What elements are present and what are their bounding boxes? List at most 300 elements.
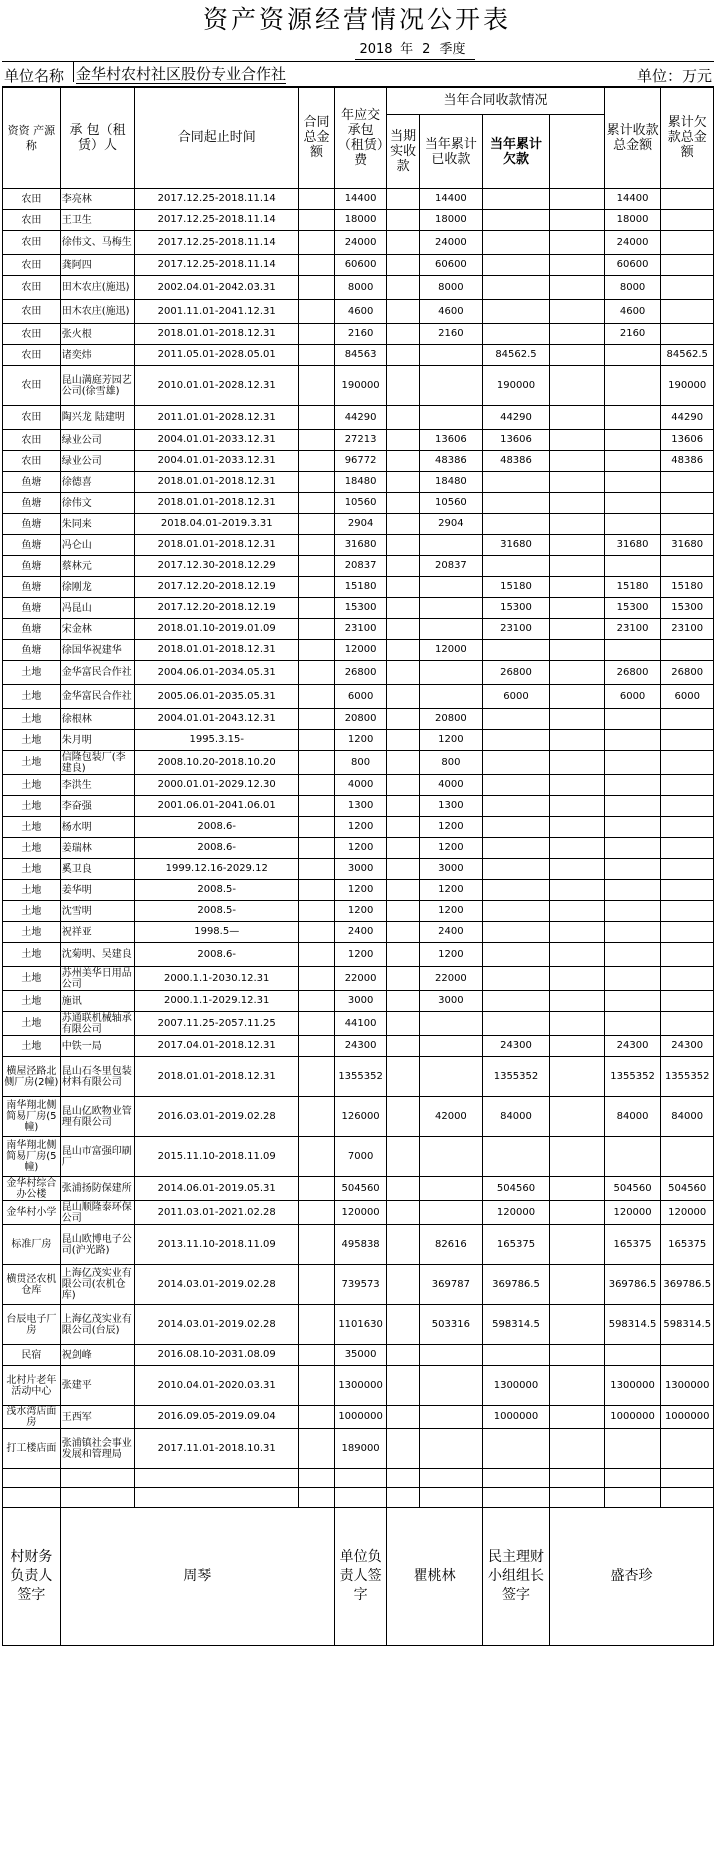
- header-asset-name: 资资 产源 称: [3, 87, 61, 189]
- cell-year-owed: 504560: [482, 1177, 549, 1201]
- cell-year-received: 60600: [419, 255, 482, 276]
- empty-cell: [550, 685, 605, 709]
- cell-asset-type: 土地: [3, 859, 61, 880]
- cell-year-owed: [482, 514, 549, 535]
- cell-contract-period: 2018.01.01-2018.12.31: [135, 1057, 299, 1097]
- cell-asset-type: 土地: [3, 838, 61, 859]
- unit-row: [2, 61, 714, 88]
- cell-cumulative-received: 15180: [604, 577, 661, 598]
- cell-lessee: 苏州美华日用品公司: [60, 967, 135, 991]
- empty-cell: [550, 901, 605, 922]
- cell-annual-fee: 6000: [334, 685, 387, 709]
- cell-cumulative-received: [604, 838, 661, 859]
- cell-cumulative-owed: [661, 751, 714, 775]
- cell-annual-fee: 1200: [334, 943, 387, 967]
- cell-contract-total: [299, 775, 335, 796]
- cell-contract-period: 2004.01.01-2033.12.31: [135, 430, 299, 451]
- cell-year-owed: 1000000: [482, 1406, 549, 1429]
- cell-contract-total: [299, 922, 335, 943]
- cell-contract-period: 2001.06.01-2041.06.01: [135, 796, 299, 817]
- cell-lessee: 田木农庄(施迅): [60, 300, 135, 324]
- cell-lessee: 上海亿茂实业有限公司(农机仓库): [60, 1265, 135, 1305]
- cell-cumulative-received: [604, 730, 661, 751]
- empty-cell: [334, 1488, 387, 1508]
- empty-cell: [550, 1305, 605, 1345]
- table-row: [3, 300, 714, 324]
- cell-annual-fee: 4000: [334, 775, 387, 796]
- table-row: [3, 276, 714, 300]
- table-row: [3, 255, 714, 276]
- empty-cell: [550, 991, 605, 1012]
- cell-contract-period: 2004.01.01-2033.12.31: [135, 451, 299, 472]
- cell-period-received: [387, 838, 420, 859]
- cell-cumulative-received: [604, 472, 661, 493]
- cell-annual-fee: 2904: [334, 514, 387, 535]
- cell-asset-type: 鱼塘: [3, 619, 61, 640]
- cell-lessee: 姜华明: [60, 880, 135, 901]
- cell-contract-period: 2011.01.01-2028.12.31: [135, 406, 299, 430]
- cell-period-received: [387, 556, 420, 577]
- empty-cell: [550, 472, 605, 493]
- cell-annual-fee: 3000: [334, 859, 387, 880]
- cell-cumulative-received: 23100: [604, 619, 661, 640]
- cell-contract-period: 2017.11.01-2018.10.31: [135, 1429, 299, 1469]
- header-annual-fee: 年应交承包（租赁）费: [334, 87, 387, 189]
- organization-name-text: 金华村农村社区股份专业合作社: [76, 65, 287, 83]
- cell-year-owed: 1300000: [482, 1366, 549, 1406]
- cell-year-owed: [482, 556, 549, 577]
- cell-year-received: [419, 661, 482, 685]
- cell-contract-total: [299, 709, 335, 730]
- cell-year-received: 503316: [419, 1305, 482, 1345]
- cell-annual-fee: 2160: [334, 324, 387, 345]
- header-year-owed: 当年累计欠款: [482, 115, 549, 189]
- cell-year-owed: 15300: [482, 598, 549, 619]
- cell-cumulative-received: [604, 880, 661, 901]
- cell-year-owed: 84562.5: [482, 345, 549, 366]
- cell-asset-type: 土地: [3, 1036, 61, 1057]
- cell-annual-fee: 120000: [334, 1201, 387, 1225]
- table-row: [3, 1097, 714, 1137]
- cell-contract-period: 2016.09.05-2019.09.04: [135, 1406, 299, 1429]
- cell-annual-fee: 1200: [334, 730, 387, 751]
- cell-annual-fee: 26800: [334, 661, 387, 685]
- cell-cumulative-received: 598314.5: [604, 1305, 661, 1345]
- cell-contract-total: [299, 1097, 335, 1137]
- empty-cell: [387, 1469, 420, 1488]
- empty-cell: [299, 1469, 335, 1488]
- cell-period-received: [387, 1366, 420, 1406]
- cell-cumulative-received: 120000: [604, 1201, 661, 1225]
- cell-year-owed: [482, 943, 549, 967]
- organization-name: [73, 62, 292, 82]
- cell-contract-period: 2014.06.01-2019.05.31: [135, 1177, 299, 1201]
- empty-cell: [604, 1488, 661, 1508]
- cell-annual-fee: 8000: [334, 276, 387, 300]
- cell-contract-period: 2017.12.20-2018.12.19: [135, 598, 299, 619]
- cell-asset-type: 土地: [3, 991, 61, 1012]
- empty-cell: [550, 598, 605, 619]
- cell-lessee: 昆山石冬里包装材料有限公司: [60, 1057, 135, 1097]
- cell-contract-total: [299, 1057, 335, 1097]
- cell-cumulative-owed: [661, 775, 714, 796]
- cell-lessee: 徐德喜: [60, 472, 135, 493]
- cell-lessee: 蔡林元: [60, 556, 135, 577]
- header-current-year-group: 当年合同收款情况: [387, 87, 604, 115]
- table-row: [3, 1429, 714, 1469]
- empty-cell: [550, 1469, 605, 1488]
- cell-contract-total: [299, 514, 335, 535]
- cell-cumulative-owed: [661, 514, 714, 535]
- cell-period-received: [387, 1265, 420, 1305]
- cell-period-received: [387, 598, 420, 619]
- cell-period-received: [387, 1406, 420, 1429]
- cell-year-owed: 84000: [482, 1097, 549, 1137]
- cell-cumulative-owed: [661, 730, 714, 751]
- cell-annual-fee: 12000: [334, 640, 387, 661]
- empty-cell: [60, 1469, 135, 1488]
- cell-contract-total: [299, 901, 335, 922]
- cell-cumulative-received: [604, 451, 661, 472]
- cell-annual-fee: 3000: [334, 991, 387, 1012]
- cell-annual-fee: 60600: [334, 255, 387, 276]
- table-row: [3, 1265, 714, 1305]
- cell-year-owed: [482, 751, 549, 775]
- cell-contract-total: [299, 189, 335, 210]
- cell-period-received: [387, 1345, 420, 1366]
- cell-year-owed: [482, 817, 549, 838]
- table-row: [3, 859, 714, 880]
- cell-annual-fee: 1200: [334, 880, 387, 901]
- cell-year-received: 800: [419, 751, 482, 775]
- cell-cumulative-received: [604, 1137, 661, 1177]
- cell-year-received: [419, 345, 482, 366]
- quarter-number: 2: [422, 42, 431, 57]
- cell-contract-period: 2018.01.10-2019.01.09: [135, 619, 299, 640]
- cell-cumulative-owed: 13606: [661, 430, 714, 451]
- cell-contract-period: 2011.03.01-2021.02.28: [135, 1201, 299, 1225]
- cell-cumulative-owed: [661, 796, 714, 817]
- cell-year-owed: [482, 493, 549, 514]
- cell-cumulative-owed: 15300: [661, 598, 714, 619]
- cell-asset-type: 土地: [3, 796, 61, 817]
- empty-cell: [550, 189, 605, 210]
- cell-period-received: [387, 189, 420, 210]
- empty-cell: [550, 535, 605, 556]
- cell-year-owed: 26800: [482, 661, 549, 685]
- cell-year-received: [419, 1137, 482, 1177]
- table-row: [3, 231, 714, 255]
- cell-cumulative-owed: [661, 901, 714, 922]
- unit-name-label: 单位名称: [4, 67, 65, 85]
- cell-cumulative-received: 14400: [604, 189, 661, 210]
- cell-contract-period: 2010.04.01-2020.03.31: [135, 1366, 299, 1406]
- cell-cumulative-received: 1000000: [604, 1406, 661, 1429]
- cell-period-received: [387, 859, 420, 880]
- cell-year-received: 4600: [419, 300, 482, 324]
- table-row: [3, 661, 714, 685]
- cell-cumulative-owed: [661, 1137, 714, 1177]
- cell-cumulative-owed: [661, 300, 714, 324]
- cell-lessee: 李亮林: [60, 189, 135, 210]
- empty-cell: [550, 231, 605, 255]
- cell-contract-period: 2018.04.01-2019.3.31: [135, 514, 299, 535]
- cell-annual-fee: 31680: [334, 535, 387, 556]
- cell-period-received: [387, 1305, 420, 1345]
- cell-asset-type: 浅水湾店面房: [3, 1406, 61, 1429]
- cell-asset-type: 农田: [3, 276, 61, 300]
- table-row: [3, 210, 714, 231]
- cell-cumulative-received: [604, 556, 661, 577]
- cell-contract-total: [299, 838, 335, 859]
- cell-year-received: 1300: [419, 796, 482, 817]
- cell-annual-fee: 23100: [334, 619, 387, 640]
- cell-year-owed: [482, 189, 549, 210]
- cell-period-received: [387, 300, 420, 324]
- cell-annual-fee: 24000: [334, 231, 387, 255]
- empty-cell: [661, 1469, 714, 1488]
- cell-lessee: 绿业公司: [60, 430, 135, 451]
- cell-year-owed: [482, 210, 549, 231]
- cell-asset-type: 南华翔北侧简易厂房(5幢): [3, 1137, 61, 1177]
- cell-cumulative-owed: 31680: [661, 535, 714, 556]
- finance-signature-name: 周琴: [60, 1508, 334, 1646]
- cell-asset-type: 民宿: [3, 1345, 61, 1366]
- cell-contract-total: [299, 472, 335, 493]
- cell-cumulative-received: 18000: [604, 210, 661, 231]
- cell-asset-type: 鱼塘: [3, 640, 61, 661]
- cell-contract-total: [299, 685, 335, 709]
- cell-asset-type: 横屋泾路北侧厂房(2幢): [3, 1057, 61, 1097]
- table-row: [3, 967, 714, 991]
- cell-contract-period: 2000.1.1-2029.12.31: [135, 991, 299, 1012]
- cell-annual-fee: 1300000: [334, 1366, 387, 1406]
- cell-cumulative-received: 4600: [604, 300, 661, 324]
- table-row: [3, 1225, 714, 1265]
- cell-contract-period: 2010.01.01-2028.12.31: [135, 366, 299, 406]
- cell-asset-type: 土地: [3, 817, 61, 838]
- cell-cumulative-received: [604, 406, 661, 430]
- cell-cumulative-owed: [661, 1429, 714, 1469]
- cell-cumulative-received: 24000: [604, 231, 661, 255]
- quarter-year-suffix: 年: [400, 42, 414, 57]
- cell-year-received: 1200: [419, 730, 482, 751]
- cell-cumulative-received: [604, 640, 661, 661]
- cell-year-received: 4000: [419, 775, 482, 796]
- cell-cumulative-received: [604, 775, 661, 796]
- cell-contract-period: 2016.08.10-2031.08.09: [135, 1345, 299, 1366]
- cell-year-owed: [482, 880, 549, 901]
- cell-lessee: 徐刚龙: [60, 577, 135, 598]
- cell-cumulative-received: 24300: [604, 1036, 661, 1057]
- cell-contract-period: 2015.11.10-2018.11.09: [135, 1137, 299, 1177]
- cell-annual-fee: 27213: [334, 430, 387, 451]
- table-row: [3, 619, 714, 640]
- cell-asset-type: 农田: [3, 300, 61, 324]
- cell-asset-type: 土地: [3, 775, 61, 796]
- cell-cumulative-owed: 6000: [661, 685, 714, 709]
- empty-cell: [550, 1488, 605, 1508]
- empty-cell: [550, 838, 605, 859]
- cell-cumulative-received: [604, 943, 661, 967]
- table-row: [3, 1305, 714, 1345]
- cell-cumulative-received: 31680: [604, 535, 661, 556]
- empty-cell: [550, 300, 605, 324]
- cell-lessee: 金华富民合作社: [60, 685, 135, 709]
- cell-lessee: 姜瑞林: [60, 838, 135, 859]
- cell-lessee: 诸奕炜: [60, 345, 135, 366]
- cell-contract-period: 2018.01.01-2018.12.31: [135, 535, 299, 556]
- cell-cumulative-owed: [661, 838, 714, 859]
- cell-contract-total: [299, 231, 335, 255]
- cell-year-owed: [482, 775, 549, 796]
- cell-cumulative-received: [604, 817, 661, 838]
- cell-lessee: 苏通联机械轴承有限公司: [60, 1012, 135, 1036]
- cell-contract-period: 2004.06.01-2034.05.31: [135, 661, 299, 685]
- cell-contract-period: 1995.3.15-: [135, 730, 299, 751]
- cell-year-received: 13606: [419, 430, 482, 451]
- quarter-underline: [355, 59, 475, 60]
- cell-cumulative-owed: 15180: [661, 577, 714, 598]
- cell-year-owed: [482, 991, 549, 1012]
- cell-contract-period: 1999.12.16-2029.12: [135, 859, 299, 880]
- table-row: [3, 577, 714, 598]
- cell-lessee: 沈雪明: [60, 901, 135, 922]
- cell-year-received: [419, 535, 482, 556]
- cell-lessee: 龚阿四: [60, 255, 135, 276]
- cell-year-owed: 369786.5: [482, 1265, 549, 1305]
- cell-cumulative-owed: 190000: [661, 366, 714, 406]
- cell-period-received: [387, 661, 420, 685]
- cell-contract-total: [299, 1406, 335, 1429]
- cell-year-owed: [482, 838, 549, 859]
- cell-period-received: [387, 1177, 420, 1201]
- cell-asset-type: 打工楼店面: [3, 1429, 61, 1469]
- header-cumulative-received: 累计收款总金额: [604, 87, 661, 189]
- empty-cell: [419, 1488, 482, 1508]
- cell-contract-period: 2018.01.01-2018.12.31: [135, 472, 299, 493]
- header-cumulative-owed: 累计欠款总金额: [661, 87, 714, 189]
- empty-cell: [604, 1469, 661, 1488]
- cell-year-received: [419, 1406, 482, 1429]
- cell-period-received: [387, 640, 420, 661]
- cell-annual-fee: 1300: [334, 796, 387, 817]
- cell-period-received: [387, 1137, 420, 1177]
- cell-year-received: [419, 598, 482, 619]
- cell-year-received: [419, 1057, 482, 1097]
- header-contract-total: 合同总金额: [299, 87, 335, 189]
- cell-annual-fee: 22000: [334, 967, 387, 991]
- cell-cumulative-received: [604, 967, 661, 991]
- cell-cumulative-owed: 504560: [661, 1177, 714, 1201]
- empty-cell: [550, 859, 605, 880]
- cell-period-received: [387, 472, 420, 493]
- empty-cell: [135, 1469, 299, 1488]
- cell-period-received: [387, 345, 420, 366]
- table-row: [3, 796, 714, 817]
- cell-asset-type: 农田: [3, 451, 61, 472]
- empty-cell: [550, 1225, 605, 1265]
- cell-period-received: [387, 709, 420, 730]
- cell-cumulative-owed: 23100: [661, 619, 714, 640]
- unit-head-signature-label: 单位负责人签字: [334, 1508, 387, 1646]
- cell-year-owed: 598314.5: [482, 1305, 549, 1345]
- cell-asset-type: 鱼塘: [3, 472, 61, 493]
- cell-period-received: [387, 1036, 420, 1057]
- cell-lessee: 杨水明: [60, 817, 135, 838]
- cell-lessee: 朱月明: [60, 730, 135, 751]
- cell-year-received: 1200: [419, 817, 482, 838]
- empty-cell: [550, 1137, 605, 1177]
- cell-period-received: [387, 619, 420, 640]
- cell-cumulative-owed: 26800: [661, 661, 714, 685]
- cell-year-received: 8000: [419, 276, 482, 300]
- cell-contract-total: [299, 1225, 335, 1265]
- cell-year-received: [419, 1177, 482, 1201]
- cell-contract-total: [299, 210, 335, 231]
- cell-annual-fee: 1000000: [334, 1406, 387, 1429]
- cell-cumulative-owed: [661, 255, 714, 276]
- cell-cumulative-owed: [661, 276, 714, 300]
- cell-asset-type: 北村片老年活动中心: [3, 1366, 61, 1406]
- cell-contract-total: [299, 1366, 335, 1406]
- table-row: [3, 556, 714, 577]
- table-row: [3, 430, 714, 451]
- cell-year-owed: 120000: [482, 1201, 549, 1225]
- cell-year-owed: [482, 1429, 549, 1469]
- cell-asset-type: 标准厂房: [3, 1225, 61, 1265]
- quarter-year: 2018: [359, 42, 393, 57]
- empty-cell: [550, 709, 605, 730]
- cell-period-received: [387, 685, 420, 709]
- cell-cumulative-owed: [661, 493, 714, 514]
- cell-asset-type: 鱼塘: [3, 493, 61, 514]
- cell-year-owed: [482, 709, 549, 730]
- cell-cumulative-owed: 165375: [661, 1225, 714, 1265]
- table-row: [3, 901, 714, 922]
- cell-cumulative-owed: [661, 210, 714, 231]
- cell-cumulative-received: 15300: [604, 598, 661, 619]
- cell-lessee: 昆山满庭芳园艺公司(徐雪雄): [60, 366, 135, 406]
- cell-asset-type: 土地: [3, 1012, 61, 1036]
- table-row: [3, 730, 714, 751]
- cell-cumulative-received: 8000: [604, 276, 661, 300]
- cell-year-received: 1200: [419, 943, 482, 967]
- empty-cell: [60, 1488, 135, 1508]
- cell-cumulative-owed: [661, 556, 714, 577]
- cell-year-owed: [482, 255, 549, 276]
- cell-year-received: 20800: [419, 709, 482, 730]
- cell-cumulative-owed: [661, 1012, 714, 1036]
- cell-cumulative-owed: 598314.5: [661, 1305, 714, 1345]
- cell-contract-total: [299, 880, 335, 901]
- table-row: [3, 189, 714, 210]
- cell-asset-type: 农田: [3, 231, 61, 255]
- cell-contract-total: [299, 556, 335, 577]
- cell-contract-total: [299, 859, 335, 880]
- cell-asset-type: 鱼塘: [3, 556, 61, 577]
- header-year-received: 当年累计已收款: [419, 115, 482, 189]
- cell-contract-total: [299, 661, 335, 685]
- empty-cell: [3, 1469, 61, 1488]
- cell-cumulative-owed: 44290: [661, 406, 714, 430]
- cell-period-received: [387, 255, 420, 276]
- cell-year-received: [419, 406, 482, 430]
- cell-asset-type: 南华翔北侧简易厂房(5幢): [3, 1097, 61, 1137]
- cell-contract-total: [299, 640, 335, 661]
- cell-lessee: 昆山市富强印刷厂: [60, 1137, 135, 1177]
- cell-contract-period: 2005.06.01-2035.05.31: [135, 685, 299, 709]
